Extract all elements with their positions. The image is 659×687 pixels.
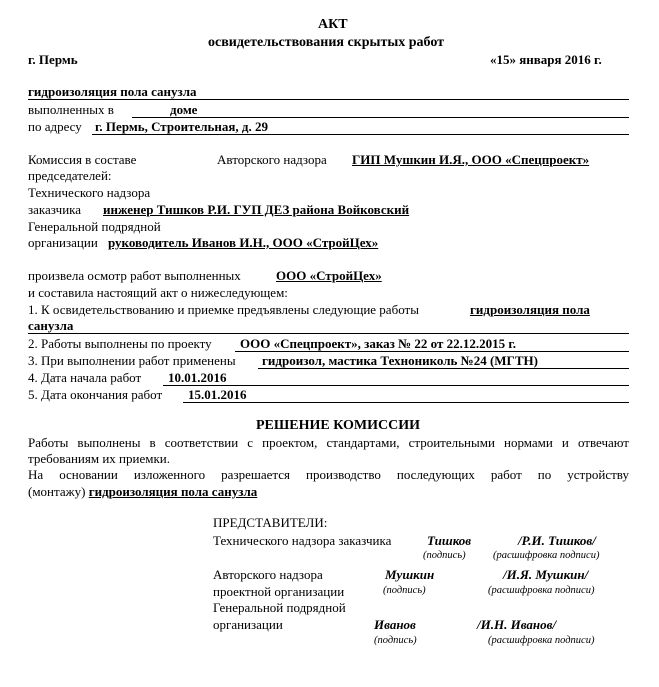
tech-label-1: Технического надзора: [28, 185, 151, 200]
sig-gen-name-caption: (расшифровка подписи): [488, 635, 595, 646]
work-name-underline: [28, 99, 629, 100]
city: [28, 53, 78, 66]
doc-title: АКТ: [318, 17, 348, 32]
sig-tech-signature: Тишков: [427, 533, 472, 548]
performed-value: доме: [170, 102, 198, 117]
gen-label-2: организации: [28, 235, 98, 250]
author-label: Авторского надзора: [217, 152, 327, 167]
item3-underline: [258, 368, 629, 369]
sig-tech-name-caption: (расшифровка подписи): [493, 550, 600, 561]
chair-label-1: Комиссия в составе: [28, 152, 137, 167]
item2-underline: [235, 351, 629, 352]
item1-text: 1. К освидетельствованию и приемке предъявлены следующие работы: [28, 302, 419, 317]
sig-author-name: /И.Я. Мушкин/: [503, 567, 589, 582]
tech-label-2: заказчика: [28, 202, 82, 217]
item2-value: ООО «Спецпроект», заказ № 22 от 22.12.2015 г.: [240, 336, 517, 351]
sig-tech-sign-caption: (подпись): [423, 550, 466, 561]
item5-text: 5. Дата окончания работ: [28, 387, 163, 402]
item2-text: 2. Работы выполнены по проекту: [28, 336, 212, 351]
gen-value: руководитель Иванов И.Н., ООО «СтройЦех»: [108, 235, 379, 250]
sig-author-name-caption: (расшифровка подписи): [488, 585, 595, 596]
chair-label-2: председателей:: [28, 168, 112, 183]
item4-text: 4. Дата начала работ: [28, 370, 142, 385]
sig-gen-signature: Иванов: [374, 617, 416, 632]
item1-value-a: гидроизоляция пола: [470, 302, 590, 317]
address-value: г. Пермь, Строительная, д. 29: [95, 119, 268, 134]
sig-author-label-2: проектной организации: [213, 584, 345, 599]
inspection-line2: и составила настоящий акт о нижеследующем:: [28, 285, 288, 300]
doc-date: «15» января 2016 г.: [490, 52, 602, 67]
item5-value: 15.01.2016: [188, 387, 247, 402]
sig-author-label-1: Авторского надзора: [213, 567, 323, 582]
decision-p2-line1: На основании изложенного разрешается производство последующих работ по устройству: [28, 467, 629, 482]
decision-p1-line1: Работы выполнены в соответствии с проектом, стандартами, строительными нормами и отвечают: [28, 435, 629, 450]
doc-subtitle: освидетельствования скрытых работ: [208, 35, 445, 50]
sig-tech-name: /Р.И. Тишков/: [518, 533, 596, 548]
decision-p2-line2: [28, 485, 257, 498]
city-text: г. Пермь: [28, 52, 78, 67]
performed-underline: [132, 117, 629, 118]
item3-text: 3. При выполнении работ применены: [28, 353, 236, 368]
decision-title: РЕШЕНИЕ КОМИССИИ: [256, 418, 421, 433]
author-value: ГИП Мушкин И.Я., ООО «Спецпроект»: [352, 152, 590, 167]
decision-p1-line2: требованиям их приемки.: [28, 451, 170, 466]
inspection-line1: произвела осмотр работ выполненных: [28, 268, 241, 283]
item5-underline: [183, 402, 629, 403]
sig-gen-label-2: организации: [213, 617, 283, 632]
address-label: по адресу: [28, 119, 82, 134]
decision-p2-text: (монтажу): [28, 484, 86, 499]
sig-gen-sign-caption: (подпись): [374, 635, 417, 646]
sig-author-signature: Мушкин: [385, 567, 435, 582]
item4-underline: [163, 385, 629, 386]
inspection-contractor: ООО «СтройЦех»: [276, 268, 382, 283]
sig-tech-label: Технического надзора заказчика: [213, 533, 392, 548]
sig-gen-label-1: Генеральной подрядной: [213, 600, 346, 615]
sig-author-sign-caption: (подпись): [383, 585, 426, 596]
item1-value-b: санузла: [28, 318, 74, 333]
item3-value: гидроизол, мастика Технониколь №24 (МГТН): [262, 353, 538, 368]
signatures-heading: ПРЕДСТАВИТЕЛИ:: [213, 515, 328, 530]
tech-value: инженер Тишков Р.И. ГУП ДЕЗ района Войковский: [103, 202, 410, 217]
decision-p2-value: гидроизоляция пола санузла: [88, 484, 258, 499]
item1-underline: [28, 333, 629, 334]
sig-gen-name: /И.Н. Иванов/: [477, 617, 557, 632]
item4-value: 10.01.2016: [168, 370, 227, 385]
gen-label-1: Генеральной подрядной: [28, 219, 161, 234]
work-name: гидроизоляция пола санузла: [28, 84, 197, 99]
address-underline: [92, 134, 629, 135]
performed-label: выполненных в: [28, 102, 114, 117]
